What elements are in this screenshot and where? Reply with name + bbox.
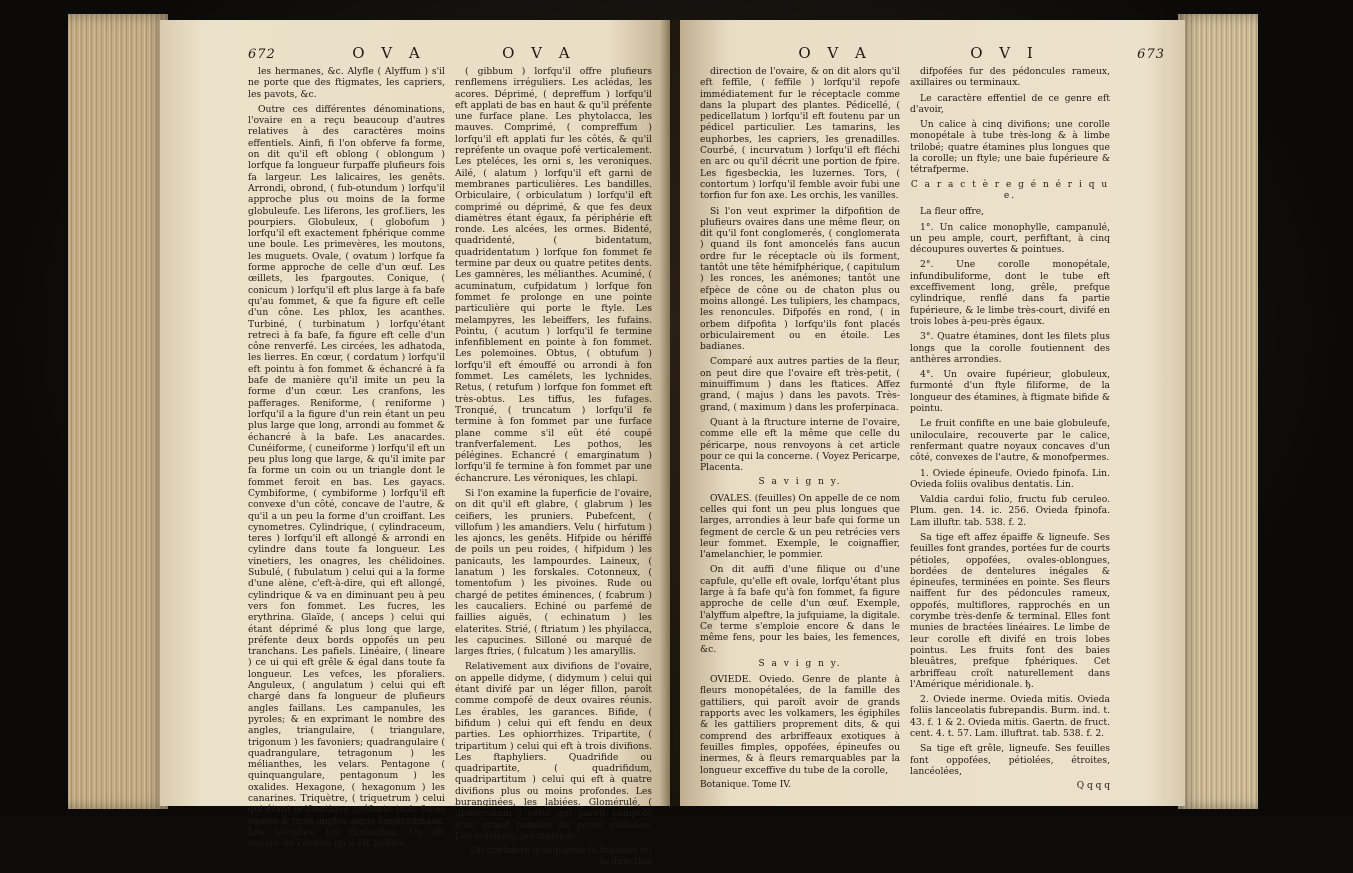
right-page-edges	[1178, 14, 1258, 809]
paragraph: Valdia cardui folio, fructu fub ceruleo. Plum. gen. 14. ic. 256. Ovieda fpinofa. Lam illuftr. tab. 538. f. 2.	[910, 494, 1110, 528]
left-page-header	[248, 44, 652, 66]
right-column-2	[910, 66, 1110, 797]
paragraph: Sa tige eft grêle, ligneufe. Ses feuilles font oppofées, pétiolées, étroites, lancéolées,	[910, 743, 1110, 777]
left-running-head-a: O V A	[352, 44, 426, 62]
right-page-header	[700, 44, 1165, 66]
section-heading: C a r a c t è r e g é n é r i q u e.	[910, 179, 1110, 201]
catchword: On confidère quelquefois la fituation ou la direction	[470, 846, 652, 868]
paragraph: direction de l'ovaire, & on dit alors qu'il eft feffile, ( feffile ) lorfqu'il repofe immédiatement fur le réceptacle comme dans la plupart des plantes. Pédicellé, ( pedicellatum ) lorfqu'il eft foutenu par un pédicel particulier. Les tamarins, les euphorbes, les capriers, les grenadilles. Courbé, ( incurvatum ) lorfqu'il eft fléchi en arc ou qu'il décrit une portion de fpire. Les figesbeckia, les luzernes. Tors, ( contortum ) lorfqu'il femble avoir fubi une torfion fur fon axe. Les orchis, les vanilles.	[700, 66, 900, 202]
paragraph: Sa tige eft affez épaiffe & ligneufe. Ses feuilles font grandes, portées fur de courts pétioles, oppofées, ovales-oblongues, bordées de dentelures inégales & épineufes, terminées en pointe. Ses fleurs naiffent fur des pédoncules rameux, oppofés, multiflores, rapprochés en un corymbe très-denfe & terminal. Elles font munies de bractées linéaires. Le limbe de leur corolle eft divifé en trois lobes pointus. Les fruits font des baies bleuâtres, prefque fphériques. Cet arbriffeau croît naturellement dans l'Amérique méridionale. ђ.	[910, 531, 1110, 690]
right-page	[680, 20, 1185, 806]
footer-volume: Botanique. Tome IV.	[700, 779, 792, 790]
paragraph: 1. Oviede épineufe. Oviedo fpinofa. Lin. Ovieda foliis ovalibus dentatis. Lin.	[910, 467, 1110, 490]
left-page	[160, 20, 670, 868]
paragraph: On dit auffi d'une filique ou d'une capfule, qu'elle eft ovale, lorfqu'étant plus large à fa bafe qu'à fon fommet, fa figure approche de celle d'un œuf. Exemple, l'alyffum alpeftre, la jufquiame, la digitale. Ce terme s'emploie encore & dans le même fens, pour les baies, les femences, &c.	[700, 564, 900, 655]
paragraph: difpofées fur des pédoncules rameux, axillaires ou terminaux.	[910, 66, 1110, 89]
paragraph: Comparé aux autres parties de la fleur, on peut dire que l'ovaire eft très-petit, ( minuiffimum ) dans les ftatices. Affez grand, ( majus ) dans les pavots. Très-grand, ( maximum ) dans les proferpinaca.	[700, 356, 900, 413]
paragraph: Quant à la ftructure interne de l'ovaire, comme elle eft la même que celle du péricarpe, nous renvoyons à cet article pour ce qui la concerne. ( Voyez Pericarpe, Placenta.	[700, 416, 900, 474]
left-column-1	[248, 66, 445, 873]
right-running-head-b: O V I	[970, 44, 1039, 62]
paragraph: La fleur offre,	[920, 206, 985, 218]
author-signature: S a v i g n y.	[758, 477, 842, 488]
left-column-2	[455, 66, 652, 873]
paragraph: 4°. Un ovaire fupérieur, globuleux, furmonté d'un ftyle filiforme, de la longueur des étamines, à ftigmate bifide & pointu.	[910, 369, 1110, 415]
paragraph: Le caractère effentiel de ce genre eft d'avoir,	[910, 92, 1110, 115]
paragraph: Le fruit confifte en une baie globuleufe, uniloculaire, recouverte par le calice, renfermant quatre noyaux concaves d'un côté, convexes de l'autre, & monofpermes.	[910, 418, 1110, 464]
paragraph: Relativement aux divifions de l'ovaire, on appelle didyme, ( didymum ) celui qui étant divifé par un léger fillon, paroît comme compofé de deux ovaires réunis. Les érables, les garances. Bifide, ( bifidum ) celui qui eft fendu en deux parties. Les ophiorrhizes. Tripartite, ( tripartitum ) celui qui eft à trois divifions. Les ftaphyliers. Quadrifide ou quadripartite, ( quadrifidum, quadripartitum ) celui qui eft à quatre divifions plus ou moins profondes. Les buranginées, les labiées. Glomérulé, ( glomeratum ) celui qui paroît compofé d'un grand nombre de petits globules. Les poleuses, les malopes.	[455, 661, 652, 842]
left-page-edges	[68, 14, 168, 809]
left-running-head-b: O V A	[502, 44, 576, 62]
paragraph: 1°. Un calice monophylle, campanulé, un peu ample, court, perfiftant, à cinq découpures ouvertes & pointues.	[910, 221, 1110, 256]
paragraph: 2. Oviede inerme. Ovieda mitis. Ovieda foliis lanceolatis fubrepandis. Burm. ind. t. 43. f. 1 & 2. Ovieda mitis. Gaertn. de fruct. cent. 4. t. 57. Lam. illuftrat. tab. 538. f. 2.	[910, 694, 1111, 740]
paragraph: 2°. Une corolle monopétale, infundibuliforme, dont le tube eft exceffivement long, grêle, prefque cylindrique, renflé dans fa partie fupérieure, & le limbe très-court, divifé en trois lobes à-peu-près égaux.	[910, 259, 1110, 327]
signature-mark: Q q q q	[1076, 781, 1110, 792]
paragraph: OVALES. (feuilles) On appelle de ce nom celles qui font un peu plus longues que larges, arrondies à leur bafe qui forme un fegment de cercle & un peu retrécies vers leur fommet. Exemple, le coignaffier, l'amelanchier, le pommier.	[700, 492, 900, 561]
paragraph: Si l'on veut exprimer la difpofition de plufieurs ovaires dans une même fleur, on dit qu'il font conglomerés, ( conglomerata ) quand ils font amoncelés fans aucun ordre fur le réceptacle où ils forment, tantôt une tête hémifphérique, ( capitulum ) les ronces, les anémones; tantôt une efpèce de cône ou de chaton plus ou moins allongé. Les tulipiers, les champacs, les renoncules. Difpofés en rond, ( in orbem difpofita ) lorfqu'ils font placés orbiculairement ou en étoile. Les badianes.	[700, 205, 900, 353]
paragraph: ( gibbum ) lorfqu'il offre plufieurs renflemens irréguliers. Les aclédas, les acores. Déprimé, ( depreffum ) lorfqu'il eft applati de bas en haut & qu'il préfente une furface plane. Les phytolacca, les mauves. Comprimé, ( compreffum ) lorfqu'il eft applati fur les côtés, & qu'il repréfente un ovaque pofé verticalement. Les pteléces, les orni s, les veroniques. Ailé, ( alatum ) lorfqu'il eft garni de membranes particulières. Les bandilles. Orbiculaire, ( orbiculatum ) lorfqu'il eft comprimé ou déprimé, & que fes deux diamètres étant égaux, fa périphérie eft ronde. Les alcées, les ormes. Bidenté, quadridenté, ( bidentatum, quadridentatum ) lorfque fon fommet fe termine par deux ou quatre petites dents. Les gamnères, les mélianthes. Acuminé, ( acuminatum, cufpidatum ) lorfque fon fommet fe prolonge en une pointe particulière qui porte le ftyle. Les melampyres, les lebeiffers, les fufains. Pointu, ( acutum ) lorfqu'il fe termine infenfiblement en pointe à fon fommet. Les polemoines. Obtus, ( obtufum ) lorfqu'il eft émouffé ou arrondi à fon fommet. Les camélets, les lychnides. Retus, ( retufum ) lorfque fon fommet eft très-obtus. Les tiffus, les fufages. Tronqué, ( truncatum ) lorfqu'il fe termine à fon fommet par une furface plane comme s'il eût été coupé tranfverfalement. Les pothos, les pélégines. Echancré ( emarginatum ) lorfqu'il fe termine à fon fommet par une échancrure. Les véroniques, les chlapi.	[455, 66, 652, 484]
right-running-head-a: O V A	[798, 44, 872, 62]
paragraph: Un calice à cinq divifions; une corolle monopétale à tube très-long & à limbe trilobé; quatre étamines plus longues que la corolle; un ftyle; une baie fupérieure & tétrafperme.	[910, 119, 1110, 176]
right-column-1	[700, 66, 900, 797]
paragraph: Outre ces différentes dénominations, l'ovaire en a reçu beaucoup d'autres relatives à des caractères moins effentiels. Ainfi, fi l'on obferve fa forme, on dit qu'il eft oblong ( oblongum ) lorfque fa longueur furpaffe plufieurs fois fa largeur. Les lalicaires, les genêts. Arrondi, obrond, ( fub-otundum ) lorfqu'il approche plus ou moins de la forme globuleufe. Les liferons, les grof.liers, les pourpiers. Globuleux, ( globofum ) lorfqu'il eft exactement fphérique comme une boule. Les primevères, les moutons, les muguets. Ovale, ( ovatum ) lorfque fa forme approche de celle d'un œuf. Les œillets, les fpargoutes. Conique, ( conicum ) lorfqu'il eft plus large à fa bafe qu'au fommet, & que fa figure eft celle d'un cône. Les phlox, les acanthes. Turbiné, ( turbinatum ) lorfqu'étant retreci à fa bafe, fa figure eft celle d'un cône renverfé. Les circées, les adhatoda, les lierres. En cœur, ( cordatum ) lorfqu'il eft pointu à fon fommet & échancré à fa bafe de manière qu'il imite un peu la forme d'un cœur. Les cranfons, les pafferages. Reniforme, ( reniforme ) lorfqu'il a la figure d'un rein étant un peu plus large que long, arrondi au fommet & échancré à la bafe. Les anacardes. Cunéiforme, ( cuneiforme ) lorfqu'il eft un peu plus long que large, & qu'il imite par fa forme un coin ou un triangle dont le fommet feroit en bas. Les gayacs. Cymbiforme, ( cymbiforme ) lorfqu'il eft convexe d'un côté, concave de l'autre, & qu'il a un peu la forme d'un croiffant. Les cynometres. Cylindrique, ( cylindraceum, teres ) lorfqu'il eft allongé & arrondi en cylindre dans toute fa longueur. Les vinetiers, les onagres, les chélidoines. Subulé, ( fubulatum ) celui qui a la forme d'une alène, c'eft-à-dire, qui eft allongé, cylindrique & va en diminuant peu à peu vers fon fommet. Les fucres, les erythrina. Glaïde, ( anceps ) celui qui étant déprimé & plus long que large, préfente deux bords oppofés un peu tranchans. Les pafiels. Linéaire, ( lineare ) ce ui qui eft grêle & égal dans toute fa longueur. Les vefces, les pforaliers. Anguleux, ( angulatum ) celui qui eft chargé dans fa longueur de plufieurs angles faillans. Les campanules, les pyroles; & en exprimant le nombre des angles, triangulaire, ( triangulare, trigonum ) les favoniers; quadrangulaire ( quadrangulare, tetragonum ) les mélianthes, les velars. Pentagone ( quinquangulare, pentagonum ) les oxalides. Hexagone, ( hexagonum ) les canarines. Triquètre, ( triquetrum ) celui qui étant prifmatique préfente trois faces égales & trois angles aigus longitudinaux. Les teléphes, les rhubarbes. On dit encore de l'ovaire qu'il eft boffelé,	[248, 103, 445, 850]
paragraph: Si l'on examine la fuperficie de l'ovaire, on dit qu'il eft glabre, ( glabrum ) les ceifiers, les pruniers. Pubefcent, ( villofum ) les amandiers. Velu ( hirfutum ) les ajoncs, les genêts. Hifpide ou hériffé de poils un peu roides, ( hifpidum ) les panicauts, les lampourdes. Laineux, ( lanatum ) les forskales. Cotonneux, ( tomentofum ) les pivoines. Rude ou chargé de petites éminences, ( fcabrum ) les caucaliers. Echiné ou parfemé de faillies aiguës, ( echinatum ) les elaterites. Strié, ( ftriatum ) les phyilacca, les capucines. Silloné ou marqué de larges ftries, ( fulcatum ) les amaryllis.	[455, 487, 652, 658]
paragraph: les hermanes, &c. Alyfle ( Alyffum ) s'il ne porte que des ftigmates, les capriers, les pavots, &c.	[248, 66, 445, 100]
page-footer	[700, 780, 900, 791]
paragraph: 3°. Quatre étamines, dont les filets plus longs que la corolle foutiennent des anthères arrondies.	[910, 331, 1110, 365]
left-page-number: 672	[248, 47, 276, 62]
right-page-number: 673	[1137, 47, 1165, 62]
author-signature: S a v i g n y.	[758, 658, 842, 669]
paragraph: OVIEDE. Oviedo. Genre de plante à fleurs monopétalées, de la famille des gattiliers, qui paroît avoir de grands rapports avec les volkamers, les égiphiles & les gattiliers proprement dits, & qui comprend des arbriffeaux exotiques à feuilles fimples, oppofées, épineufes ou inermes, & à fleurs remarquables par la longueur exceffive du tube de la corolle,	[700, 674, 900, 776]
